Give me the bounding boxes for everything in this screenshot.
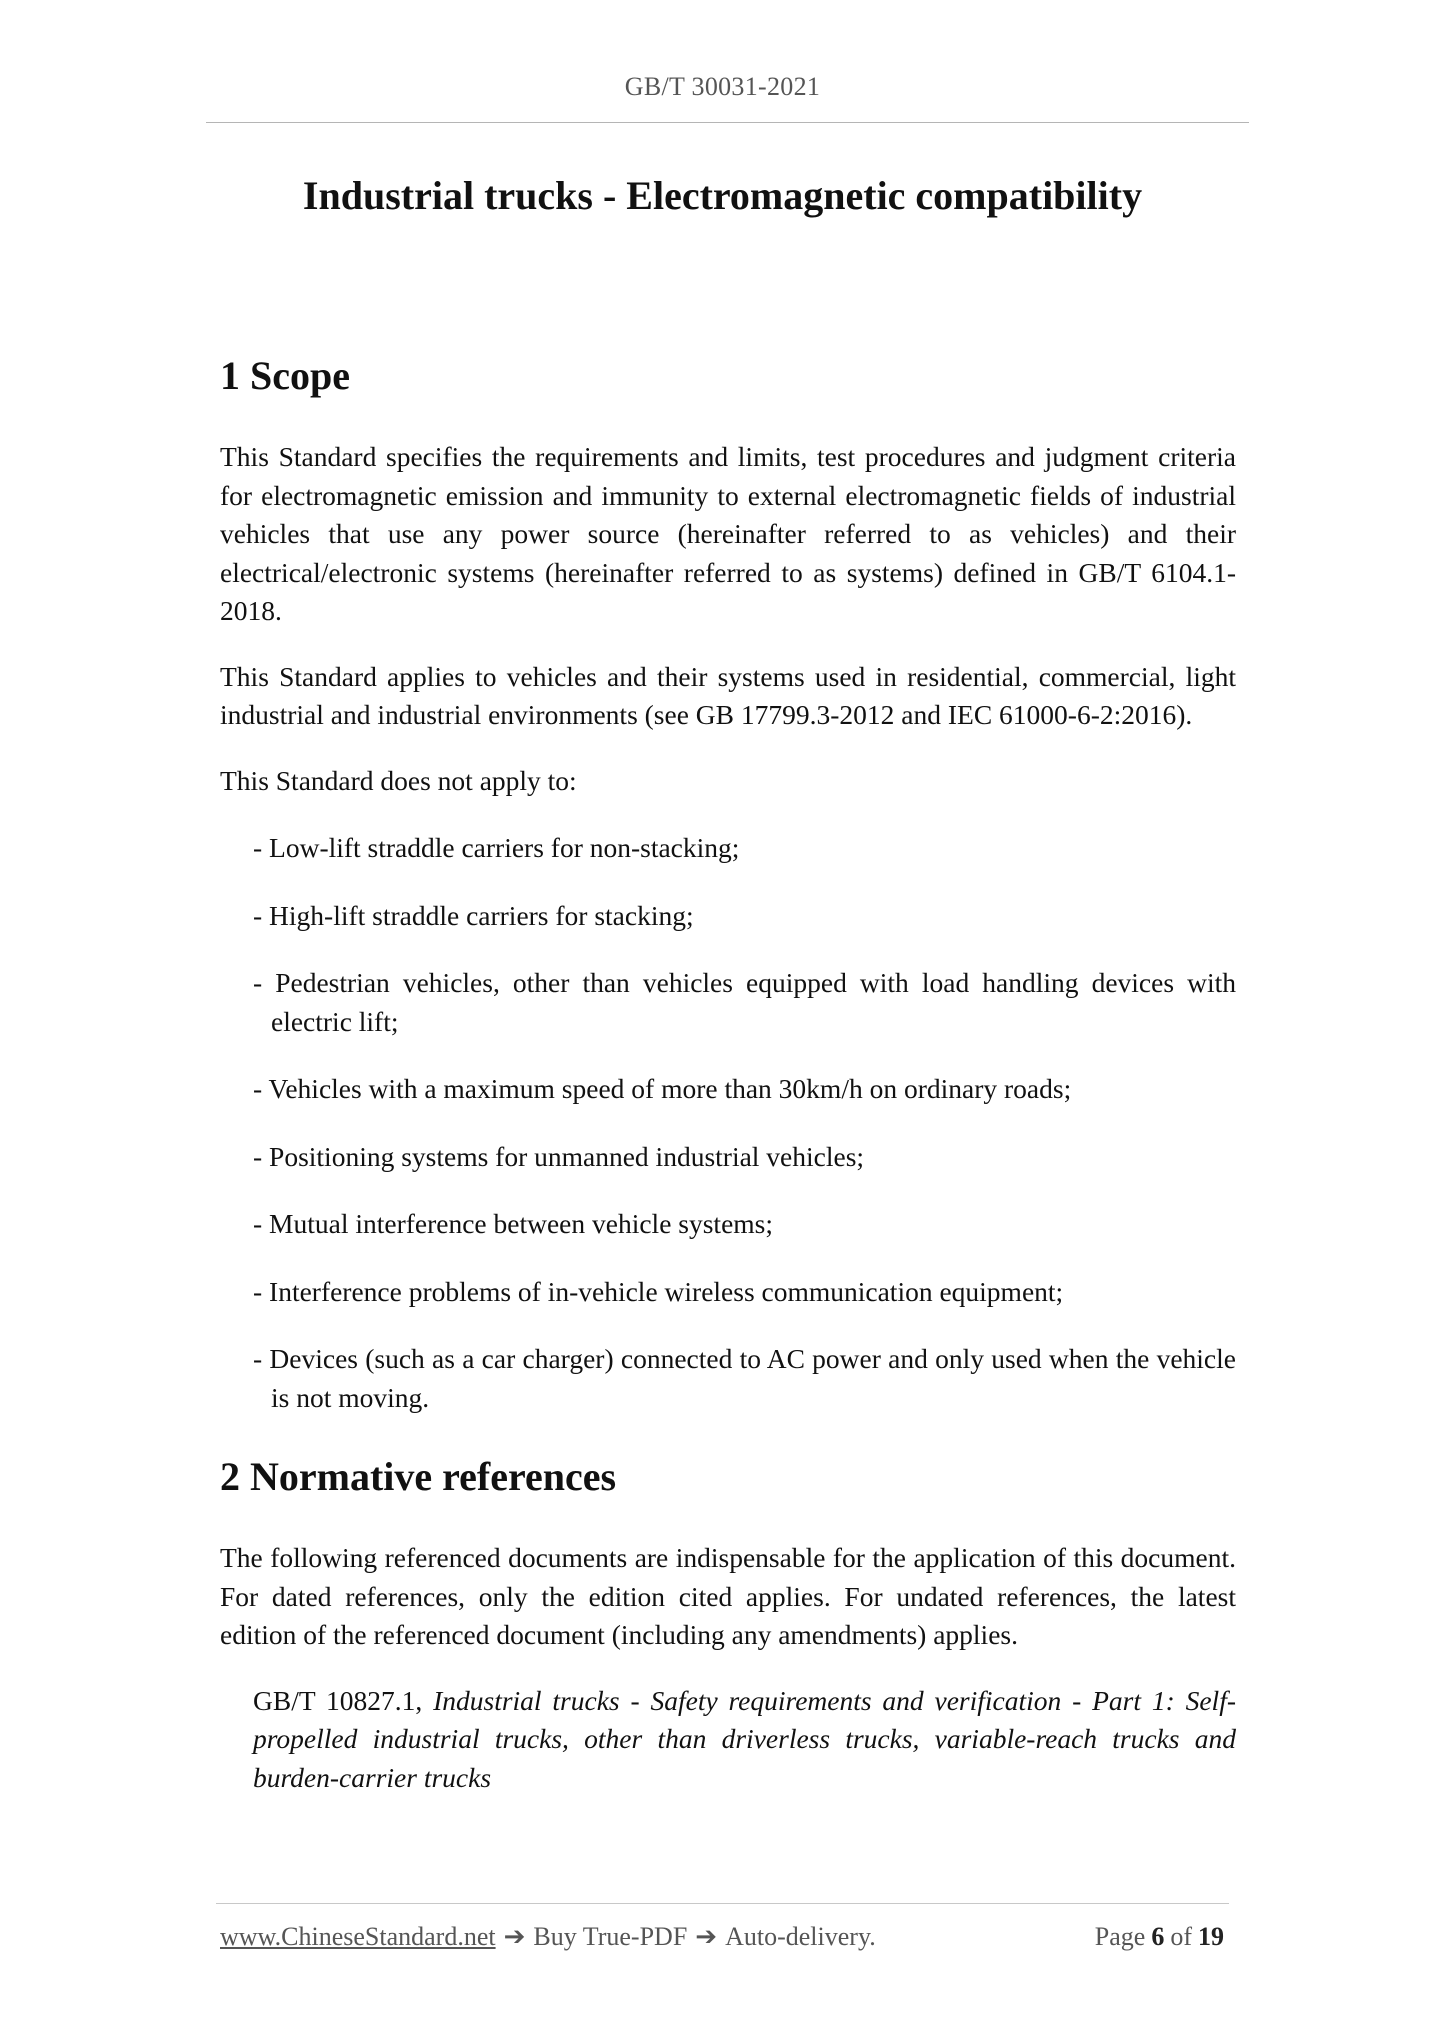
exclusion-item: - Vehicles with a maximum speed of more than 30km/h on ordinary roads; <box>253 1073 1072 1104</box>
document-body <box>220 350 1236 1797</box>
running-header: GB/T 30031-2021 <box>624 72 821 101</box>
page-number <box>1095 1920 1224 1954</box>
exclusion-list <box>220 829 1236 1417</box>
page-of: of <box>1170 1922 1192 1951</box>
page-current: 6 <box>1151 1922 1165 1951</box>
reference-code: GB/T 10827.1, <box>253 1684 423 1716</box>
normative-references-intro: The following referenced documents are indispensable for the application of this document. For dated references, only the edition cited applies. For undated references, the latest edition of the referenced document (including any amendments) applies. <box>220 1542 1236 1650</box>
header-divider <box>206 122 1249 123</box>
exclusion-item: - Interference problems of in-vehicle wireless communication equipment; <box>253 1275 1064 1307</box>
scope-paragraph: This Standard does not apply to: <box>220 764 577 796</box>
arrow-right-icon: ➔ <box>695 1922 718 1951</box>
exclusion-item: - Low-lift straddle carriers for non-stacking; <box>253 832 740 863</box>
reference-entry <box>220 1682 1236 1798</box>
page-label: Page <box>1094 1922 1146 1951</box>
exclusion-item: - Mutual interference between vehicle systems; <box>253 1208 774 1239</box>
exclusion-item <box>220 964 1236 1041</box>
reference-title: Industrial trucks - Safety requirements and verification - Part 1: Self-propelled industrial trucks, other than driverless trucks, variable-reach trucks and burden-carrier trucks <box>253 1684 1237 1793</box>
buy-true-pdf-text: Buy True-PDF <box>533 1922 688 1951</box>
exclusion-item: - Positioning systems for unmanned industrial vehicles; <box>253 1140 865 1172</box>
footer-divider <box>216 1903 1229 1904</box>
scope-paragraph: This Standard applies to vehicles and their systems used in residential, commercial, light industrial and industrial environments (see GB 17799.3-2012 and IEC 61000-6-2:2016). <box>220 660 1236 730</box>
scope-paragraph: This Standard specifies the requirements and limits, test procedures and judgment criteria for electromagnetic emission and immunity to external electromagnetic fields of industrial vehicles that use any power source (hereinafter referred to as vehicles) and their electrical/electronic systems (hereinafter referred to as systems) defined in GB/T 6104.1-2018. <box>220 441 1236 626</box>
page-total: 19 <box>1198 1922 1224 1951</box>
arrow-right-icon: ➔ <box>503 1922 526 1951</box>
footer-promo <box>220 1920 876 1954</box>
exclusion-item: - Devices (such as a car charger) connected to AC power and only used when the vehicle is not moving. <box>253 1343 1236 1413</box>
document-title: Industrial trucks - Electromagnetic compatibility <box>302 173 1143 218</box>
section-heading-normative-references: 2 Normative references <box>220 1454 617 1499</box>
site-link[interactable]: www.ChineseStandard.net <box>220 1922 496 1951</box>
section-heading-scope: 1 Scope <box>220 353 350 398</box>
exclusion-item: - High-lift straddle carriers for stacking; <box>253 899 694 931</box>
auto-delivery-text: Auto-delivery. <box>725 1922 876 1951</box>
exclusion-item-text: - Pedestrian vehicles, other than vehicles equipped with load handling devices with electric lift; <box>253 967 1236 1037</box>
